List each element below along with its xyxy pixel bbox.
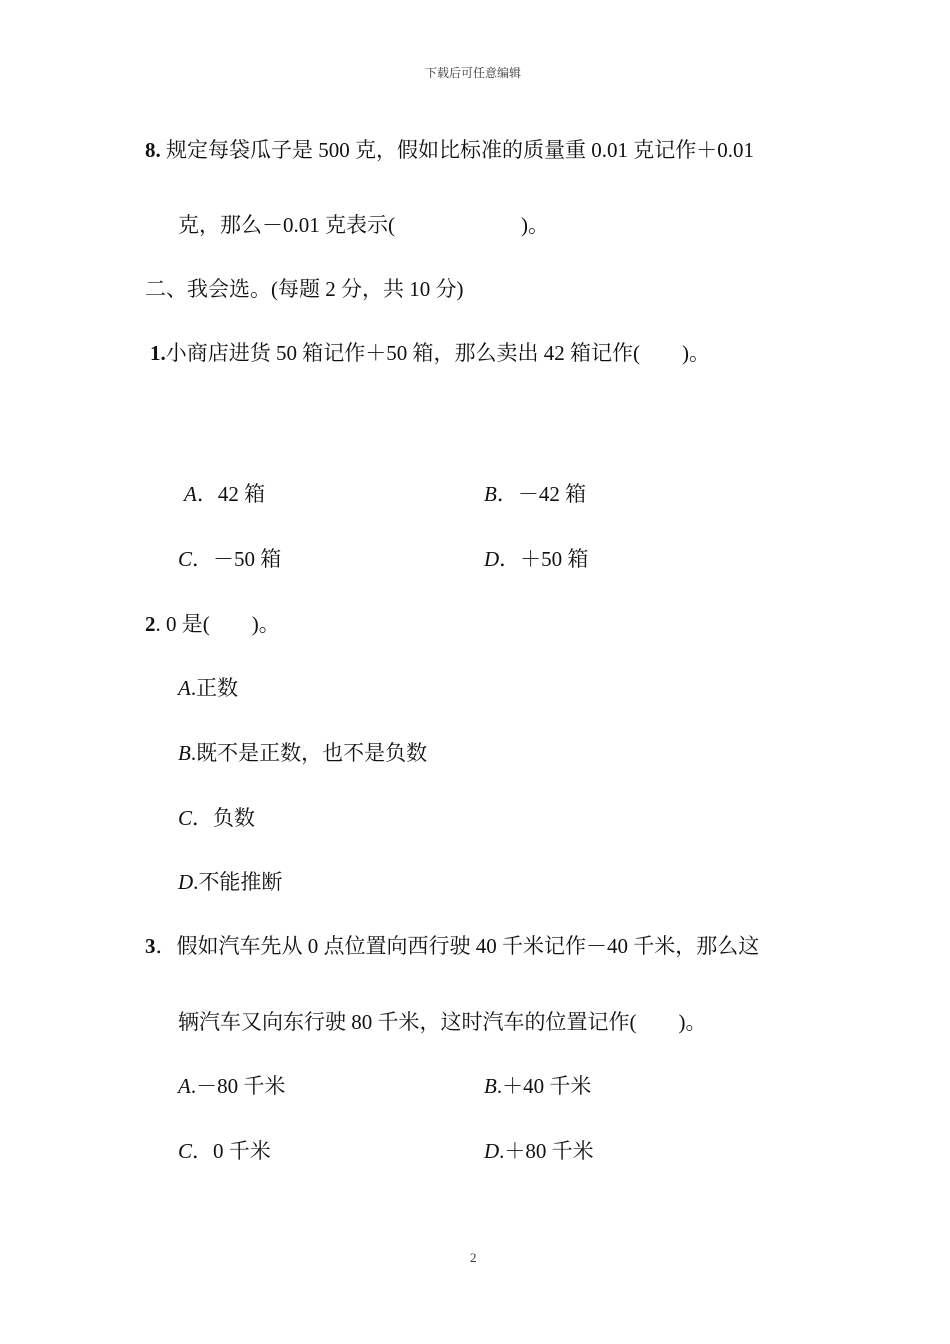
question-8-line-2: 克，那么－0.01 克表示( )。: [178, 213, 549, 237]
option-letter: C: [178, 1139, 193, 1163]
option-separator: .: [190, 1074, 197, 1098]
mc3-text: ．假如汽车先从 0 点位置向西行驶 40 千米记作－40 千米，那么这: [155, 934, 760, 958]
question-8-number: 8.: [145, 138, 161, 162]
option-letter: C: [178, 806, 193, 830]
page-number: 2: [470, 1250, 477, 1265]
mc1-option-b[interactable]: [484, 484, 586, 505]
option-letter: D: [484, 547, 500, 571]
option-separator: ．: [499, 547, 521, 571]
mc3-number: 3: [145, 934, 156, 958]
mc1-text: 小商店进货 50 箱记作＋50 箱，那么卖出 42 箱记作( )。: [165, 341, 710, 365]
mc2-option-c[interactable]: [178, 808, 255, 829]
option-separator: .: [190, 741, 197, 765]
option-letter: B: [484, 1074, 497, 1098]
mc2-option-d[interactable]: [178, 872, 282, 893]
mc2-text: . 0 是( )。: [155, 612, 280, 636]
question-8-text: 规定每袋瓜子是 500 克，假如比标准的质量重 0.01 克记作＋0.01: [160, 138, 754, 162]
option-text: 42 箱: [217, 482, 266, 506]
mc2-question: [145, 614, 280, 635]
option-text: 不能推断: [198, 870, 283, 894]
option-separator: ．: [196, 482, 218, 506]
question-8-line-1: [145, 140, 754, 161]
option-text: ＋40 千米: [502, 1074, 592, 1098]
mc3-option-b[interactable]: [484, 1076, 591, 1097]
option-separator: ．: [192, 806, 214, 830]
mc3-question-line-1: [145, 936, 759, 957]
mc3-option-d[interactable]: [484, 1141, 594, 1162]
option-text: －42 箱: [517, 482, 587, 506]
option-letter: D: [484, 1139, 500, 1163]
option-text: 既不是正数，也不是负数: [196, 741, 428, 765]
option-text: ＋50 箱: [520, 547, 589, 571]
mc3-option-a[interactable]: [178, 1076, 285, 1097]
mc1-option-c[interactable]: [178, 549, 281, 570]
option-separator: .: [496, 1074, 503, 1098]
option-text: －80 千米: [196, 1074, 286, 1098]
mc2-option-a[interactable]: [178, 678, 238, 699]
mc2-number: 2: [145, 612, 156, 636]
page-header: 下载后可任意编辑: [425, 66, 522, 80]
option-text: ＋80 千米: [504, 1139, 594, 1163]
option-letter: A: [184, 482, 197, 506]
option-separator: .: [193, 870, 199, 894]
option-text: －50 箱: [213, 547, 282, 571]
option-letter: A: [178, 676, 191, 700]
option-separator: ．: [496, 482, 518, 506]
mc2-option-b[interactable]: [178, 743, 427, 764]
option-text: 负数: [213, 806, 256, 830]
mc1-question: [150, 343, 710, 364]
option-letter: C: [178, 547, 193, 571]
option-text: 正数: [196, 676, 239, 700]
option-separator: .: [499, 1139, 505, 1163]
option-letter: B: [178, 741, 191, 765]
mc1-option-a[interactable]: [184, 484, 265, 505]
option-separator: ．: [192, 1139, 214, 1163]
option-separator: ．: [192, 547, 214, 571]
option-separator: .: [190, 676, 197, 700]
mc3-option-c[interactable]: [178, 1141, 271, 1162]
option-text: 0 千米: [213, 1139, 271, 1163]
mc3-question-line-2: 辆汽车又向东行驶 80 千米，这时汽车的位置记作( )。: [178, 1010, 707, 1034]
mc1-option-d[interactable]: [484, 549, 588, 570]
option-letter: B: [484, 482, 497, 506]
section-2-title: 二、我会选。(每题 2 分，共 10 分): [145, 277, 464, 301]
option-letter: A: [178, 1074, 191, 1098]
mc1-number: 1.: [150, 341, 166, 365]
option-letter: D: [178, 870, 194, 894]
